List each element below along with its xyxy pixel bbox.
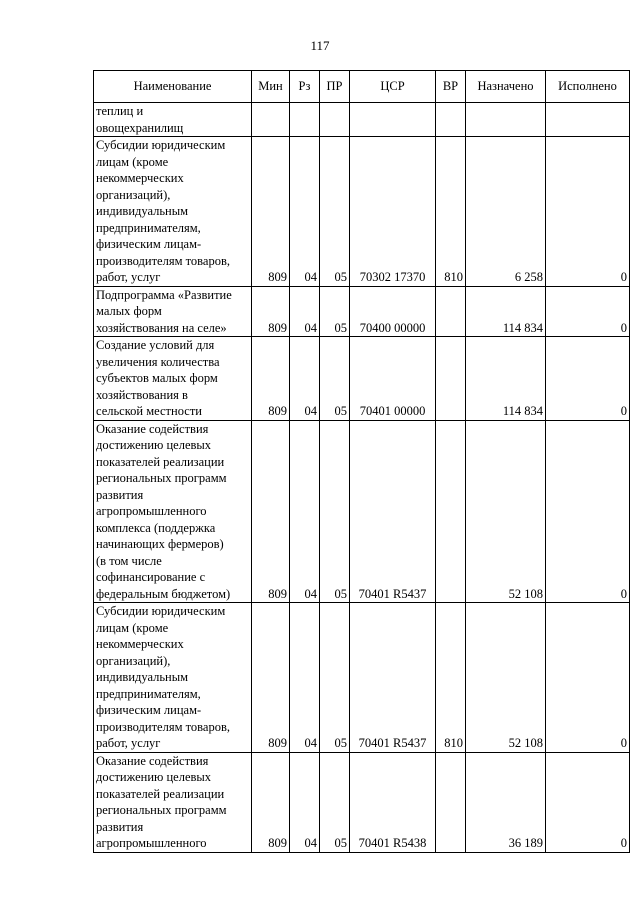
cell-vr bbox=[436, 420, 466, 603]
cell-assigned: 114 834 bbox=[466, 286, 546, 337]
header-assigned: Назначено bbox=[466, 71, 546, 103]
header-executed: Исполнено bbox=[546, 71, 630, 103]
cell-csr: 70401 R5437 bbox=[350, 603, 436, 753]
cell-rz: 04 bbox=[290, 337, 320, 421]
cell-rz bbox=[290, 103, 320, 137]
cell-csr: 70401 R5438 bbox=[350, 752, 436, 852]
cell-name: Оказание содействия достижению целевых показателей реализации региональных программ развития агропромышленного комплекса (поддержка начинающих фермеров) (в том числе софинансирование с федеральным бюджетом) bbox=[94, 420, 252, 603]
budget-table bbox=[93, 70, 630, 853]
cell-assigned bbox=[466, 103, 546, 137]
cell-vr: 810 bbox=[436, 603, 466, 753]
cell-min: 809 bbox=[252, 286, 290, 337]
cell-vr: 810 bbox=[436, 137, 466, 287]
cell-executed bbox=[546, 103, 630, 137]
cell-min: 809 bbox=[252, 420, 290, 603]
table-row bbox=[94, 286, 630, 337]
cell-csr: 70400 00000 bbox=[350, 286, 436, 337]
cell-rz: 04 bbox=[290, 603, 320, 753]
cell-min: 809 bbox=[252, 137, 290, 287]
cell-vr bbox=[436, 337, 466, 421]
cell-executed: 0 bbox=[546, 752, 630, 852]
cell-pr: 05 bbox=[320, 752, 350, 852]
cell-executed: 0 bbox=[546, 420, 630, 603]
cell-name: Создание условий для увеличения количества субъектов малых форм хозяйствования в сельской местности bbox=[94, 337, 252, 421]
cell-pr: 05 bbox=[320, 337, 350, 421]
cell-name: Оказание содействия достижению целевых показателей реализации региональных программ развития агропромышленного bbox=[94, 752, 252, 852]
table-row bbox=[94, 752, 630, 852]
table-row bbox=[94, 337, 630, 421]
cell-min bbox=[252, 103, 290, 137]
cell-vr bbox=[436, 286, 466, 337]
header-pr: ПР bbox=[320, 71, 350, 103]
cell-csr: 70401 00000 bbox=[350, 337, 436, 421]
cell-rz: 04 bbox=[290, 420, 320, 603]
cell-min: 809 bbox=[252, 752, 290, 852]
cell-min: 809 bbox=[252, 337, 290, 421]
cell-min: 809 bbox=[252, 603, 290, 753]
cell-csr: 70401 R5437 bbox=[350, 420, 436, 603]
page-number: 117 bbox=[310, 38, 330, 53]
cell-pr: 05 bbox=[320, 420, 350, 603]
table-row bbox=[94, 103, 630, 137]
cell-executed: 0 bbox=[546, 286, 630, 337]
cell-csr: 70302 17370 bbox=[350, 137, 436, 287]
cell-name: Подпрограмма «Развитие малых форм хозяйствования на селе» bbox=[94, 286, 252, 337]
header-csr: ЦСР bbox=[350, 71, 436, 103]
cell-pr: 05 bbox=[320, 603, 350, 753]
table-row bbox=[94, 603, 630, 753]
cell-name: Субсидии юридическим лицам (кроме некоммерческих организаций), индивидуальным предпринимателям, физическим лицам- производителям товаров, работ, услуг bbox=[94, 603, 252, 753]
header-rz: Рз bbox=[290, 71, 320, 103]
cell-rz: 04 bbox=[290, 137, 320, 287]
header-vr: ВР bbox=[436, 71, 466, 103]
cell-assigned: 52 108 bbox=[466, 420, 546, 603]
cell-assigned: 36 189 bbox=[466, 752, 546, 852]
cell-assigned: 6 258 bbox=[466, 137, 546, 287]
cell-assigned: 114 834 bbox=[466, 337, 546, 421]
cell-vr bbox=[436, 752, 466, 852]
cell-name: теплиц и овощехранилищ bbox=[94, 103, 252, 137]
header-row bbox=[94, 71, 630, 103]
cell-pr: 05 bbox=[320, 137, 350, 287]
header-min: Мин bbox=[252, 71, 290, 103]
cell-executed: 0 bbox=[546, 603, 630, 753]
cell-name: Субсидии юридическим лицам (кроме некоммерческих организаций), индивидуальным предпринимателям, физическим лицам- производителям товаров, работ, услуг bbox=[94, 137, 252, 287]
cell-executed: 0 bbox=[546, 337, 630, 421]
cell-vr bbox=[436, 103, 466, 137]
cell-pr bbox=[320, 103, 350, 137]
cell-rz: 04 bbox=[290, 752, 320, 852]
cell-rz: 04 bbox=[290, 286, 320, 337]
table-row bbox=[94, 137, 630, 287]
cell-pr: 05 bbox=[320, 286, 350, 337]
header-name: Наименование bbox=[94, 71, 252, 103]
cell-csr bbox=[350, 103, 436, 137]
cell-executed: 0 bbox=[546, 137, 630, 287]
cell-assigned: 52 108 bbox=[466, 603, 546, 753]
table-row bbox=[94, 420, 630, 603]
